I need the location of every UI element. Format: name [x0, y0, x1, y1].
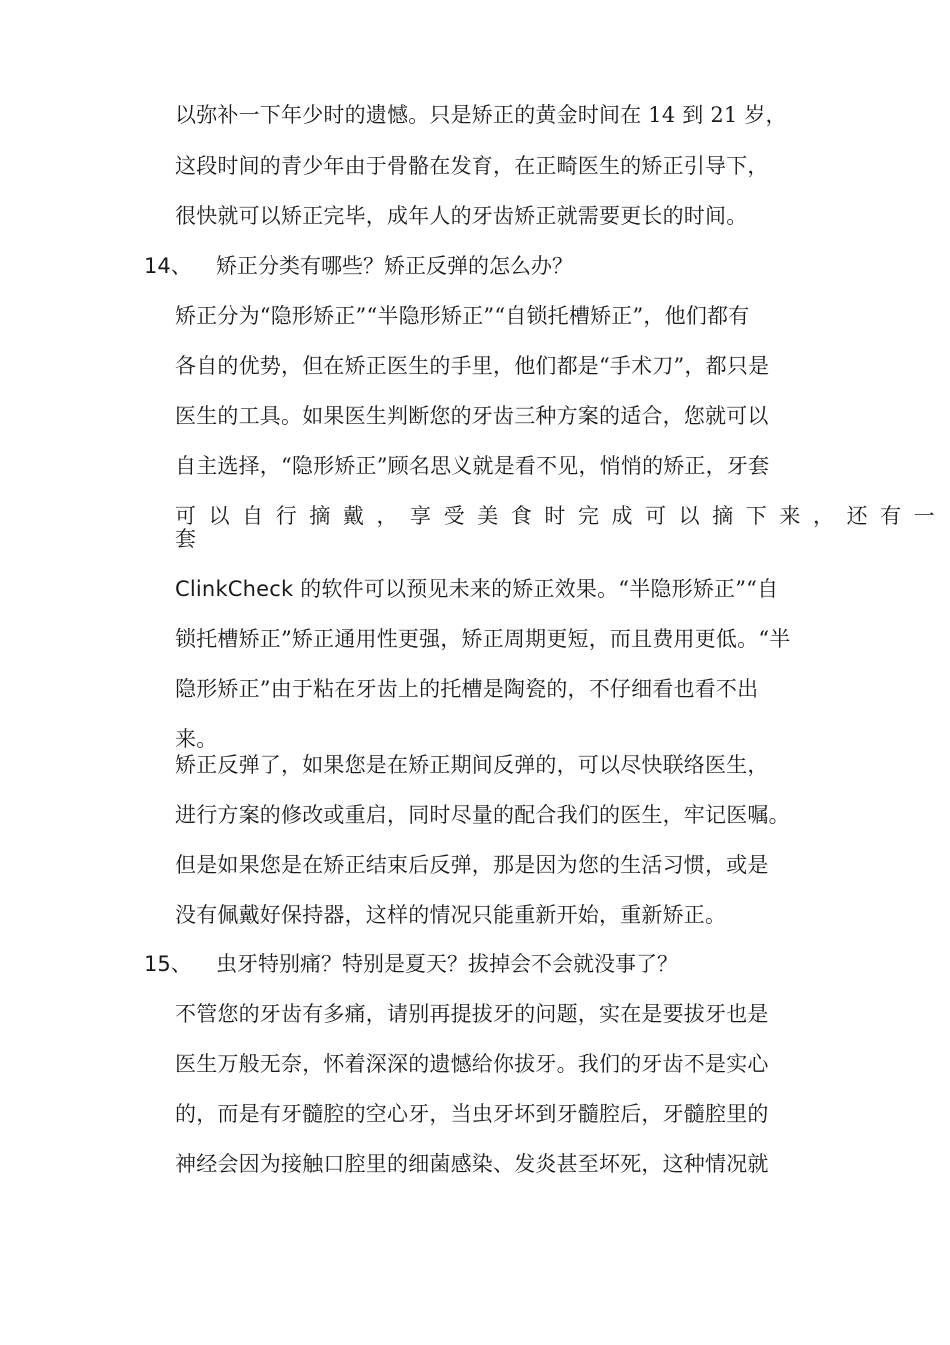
- text-line: 不管您的牙齿有多痛，请别再提拔牙的问题，实在是要拔牙也是: [175, 1002, 769, 1026]
- spread-char: ，: [376, 504, 398, 528]
- question-title: 虫牙特别痛？特别是夏天？拔掉会不会就没事了？: [216, 952, 678, 976]
- spread-char: 成: [611, 504, 633, 528]
- spread-char: 食: [510, 504, 532, 528]
- text-segment: 的软件可以预见未来的矫正效果。“半隐形矫正”“自: [293, 577, 779, 601]
- text-line: 医生的工具。如果医生判断您的牙齿三种方案的适合，您就可以: [175, 404, 769, 428]
- spread-char: 摘: [712, 504, 734, 528]
- text-line: 自主选择，“隐形矫正”顾名思义就是看不见，悄悄的矫正，牙套: [175, 454, 770, 478]
- spread-char: 可: [175, 504, 196, 528]
- spread-char: 下: [745, 504, 767, 528]
- spread-char: 来: [779, 504, 801, 528]
- spread-char: 还: [846, 504, 868, 528]
- software-name: ClinkCheck: [175, 577, 294, 601]
- text-line: 但是如果您是在矫正结束后反弹，那是因为您的生活习惯，或是: [175, 853, 769, 877]
- spread-char: 享: [410, 504, 432, 528]
- text-line: 医生万般无奈，怀着深深的遗憾给你拔牙。我们的牙齿不是实心: [175, 1052, 769, 1076]
- text-line: 锁托槽矫正”矫正通用性更强，矫正周期更短，而且费用更低。“半: [175, 627, 791, 651]
- text-line: 矫正反弹了，如果您是在矫正期间反弹的，可以尽快联络医生，: [175, 753, 769, 777]
- text-line: 神经会因为接触口腔里的细菌感染、发炎甚至坏死，这种情况就: [175, 1152, 769, 1176]
- spread-char: 摘: [309, 504, 331, 528]
- text-line: 各自的优势，但在矫正医生的手里，他们都是“手术刀”，都只是: [175, 354, 770, 378]
- spread-char: 戴: [342, 504, 364, 528]
- spread-char: 一: [913, 504, 935, 528]
- question-heading-15: [144, 951, 678, 977]
- text-line: 来。: [175, 727, 218, 751]
- spread-char: 受: [443, 504, 465, 528]
- text-line: [175, 576, 778, 602]
- spread-char: 可: [645, 504, 667, 528]
- spread-char: ，: [812, 504, 834, 528]
- justified-text-line: [175, 503, 935, 529]
- spread-char: 时: [544, 504, 566, 528]
- spread-char: 以: [678, 504, 700, 528]
- text-line: 的，而是有牙髓腔的空心牙，当虫牙坏到牙髓腔后，牙髓腔里的: [175, 1102, 769, 1126]
- question-heading-14: [144, 253, 573, 279]
- spread-char: 完: [577, 504, 599, 528]
- question-title: 矫正分类有哪些？矫正反弹的怎么办？: [216, 254, 573, 278]
- text-line: 以弥补一下年少时的遗憾。只是矫正的黄金时间在 14 到 21 岁，: [175, 103, 787, 127]
- spread-char: 有: [880, 504, 902, 528]
- text-line: 这段时间的青少年由于骨骼在发育，在正畸医生的矫正引导下，: [175, 154, 769, 178]
- text-line: 矫正分为“隐形矫正”“半隐形矫正”“自锁托槽矫正”，他们都有: [175, 304, 750, 328]
- spread-char: 以: [208, 504, 230, 528]
- text-line: 进行方案的修改或重启，同时尽量的配合我们的医生，牢记医嘱。: [175, 803, 790, 827]
- text-line-wrap: 套: [175, 527, 197, 551]
- spread-char: 美: [477, 504, 499, 528]
- spread-char: 自: [242, 504, 264, 528]
- question-number: 14、: [144, 254, 192, 278]
- question-number: 15、: [144, 952, 192, 976]
- spread-char: 行: [275, 504, 297, 528]
- text-line: 隐形矫正”由于粘在牙齿上的托槽是陶瓷的，不仔细看也看不出: [175, 677, 759, 701]
- text-line: 很快就可以矫正完毕，成年人的牙齿矫正就需要更长的时间。: [175, 204, 748, 228]
- text-line: 没有佩戴好保持器，这样的情况只能重新开始，重新矫正。: [175, 903, 727, 927]
